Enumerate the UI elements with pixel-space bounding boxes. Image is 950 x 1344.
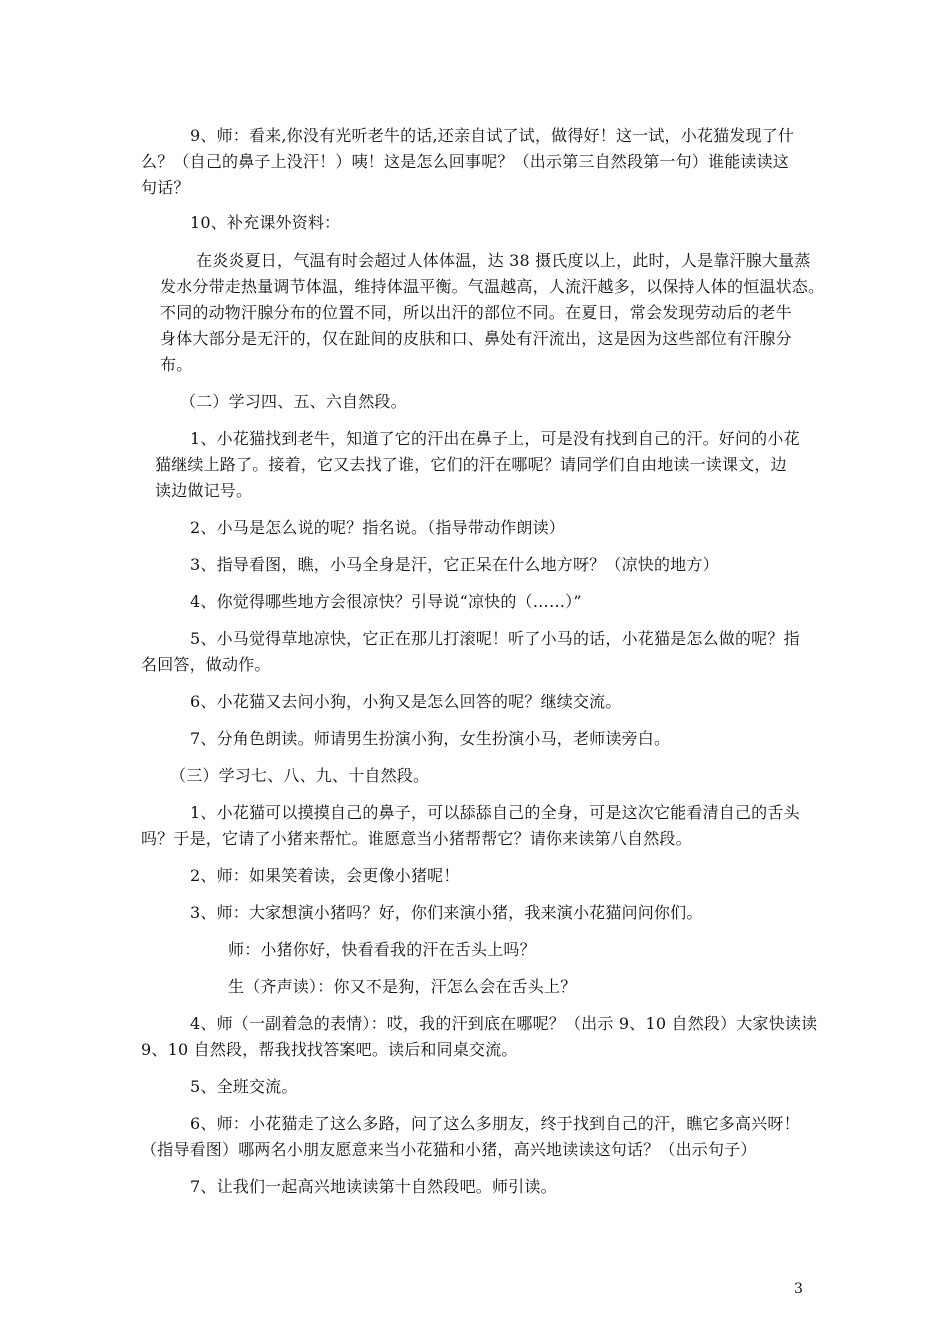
dialogue-line: 生（齐声读）：你又不是狗，汗怎么会在舌头上？ xyxy=(228,977,577,996)
paragraph: 9、师：看来,你没有光听老牛的话,还亲自试了试，做得好！这一试，小花猫发现了什 xyxy=(190,126,795,145)
paragraph: 在炎炎夏日，气温有时会超过人体体温，达 38 摄氏度以上，此时，人是靠汗腺大量蒸 xyxy=(196,251,811,270)
page-number: 3 xyxy=(794,1281,803,1297)
paragraph: 1、小花猫可以摸摸自己的鼻子，可以舔舔自己的全身，可是这次它能看清自己的舌头 xyxy=(190,803,800,822)
section-heading: （三）学习七、八、九、十自然段。 xyxy=(170,766,430,785)
paragraph: 名回答，做动作。 xyxy=(141,655,271,674)
paragraph: 发水分带走热量调节体温，维持体温平衡。气温越高，人流汗越多，以保持人体的恒温状态。 xyxy=(160,277,825,296)
paragraph: 猫继续上路了。接着，它又去找了谁，它们的汗在哪呢？请同学们自由地读一读课文，边 xyxy=(155,455,787,474)
paragraph: 6、小花猫又去问小狗，小狗又是怎么回答的呢？继续交流。 xyxy=(190,692,622,711)
paragraph: 3、指导看图，瞧，小马全身是汗，它正呆在什么地方呀？（凉快的地方） xyxy=(190,555,719,574)
paragraph: 身体大部分是无汗的，仅在趾间的皮肤和口、鼻处有汗流出，这是因为这些部位有汗腺分 xyxy=(160,329,792,348)
paragraph: 9、10 自然段，帮我找找答案吧。读后和同桌交流。 xyxy=(141,1040,518,1059)
section-heading: （二）学习四、五、六自然段。 xyxy=(180,392,407,411)
paragraph: 吗？于是，它请了小猪来帮忙。谁愿意当小猪帮帮它？请你来读第八自然段。 xyxy=(141,829,692,848)
paragraph: 7、分角色朗读。师请男生扮演小狗，女生扮演小马，老师读旁白。 xyxy=(190,729,671,748)
paragraph: 布。 xyxy=(160,355,193,374)
paragraph: 4、师（一副着急的表情）：哎，我的汗到底在哪呢？（出示 9、10 自然段）大家快读读 xyxy=(190,1014,818,1033)
paragraph: 么？（自己的鼻子上没汗！）咦！这是怎么回事呢？（出示第三自然段第一句）谁能读读这 xyxy=(141,152,790,171)
paragraph: 4、你觉得哪些地方会很凉快？引导说“凉快的（……）” xyxy=(190,592,582,611)
paragraph: 5、全班交流。 xyxy=(190,1077,298,1096)
paragraph: 句话？ xyxy=(141,178,190,197)
paragraph: 5、小马觉得草地凉快，它正在那儿打滚呢！听了小马的话，小花猫是怎么做的呢？指 xyxy=(190,629,800,648)
paragraph: 6、师：小花猫走了这么多路，问了这么多朋友，终于找到自己的汗，瞧它多高兴呀！ xyxy=(190,1114,800,1133)
paragraph: （指导看图）哪两名小朋友愿意来当小花猫和小猪，高兴地读读这句话？（出示句子） xyxy=(141,1140,757,1159)
paragraph: 7、让我们一起高兴地读读第十自然段吧。师引读。 xyxy=(190,1177,557,1196)
paragraph: 2、小马是怎么说的呢？指名说。（指导带动作朗读） xyxy=(190,518,565,537)
paragraph: 3、师：大家想演小猪吗？好，你们来演小猪，我来演小花猫问问你们。 xyxy=(190,903,703,922)
paragraph: 不同的动物汗腺分布的位置不同，所以出汗的部位不同。在夏日，常会发现劳动后的老牛 xyxy=(160,303,792,322)
dialogue-line: 师：小猪你好，快看看我的汗在舌头上吗？ xyxy=(228,940,536,959)
paragraph: 读边做记号。 xyxy=(155,481,253,500)
paragraph: 1、小花猫找到老牛，知道了它的汗出在鼻子上，可是没有找到自己的汗。好问的小花 xyxy=(190,429,800,448)
paragraph: 10、补充课外资料： xyxy=(190,213,341,232)
paragraph: 2、师：如果笑着读，会更像小猪呢！ xyxy=(190,866,460,885)
